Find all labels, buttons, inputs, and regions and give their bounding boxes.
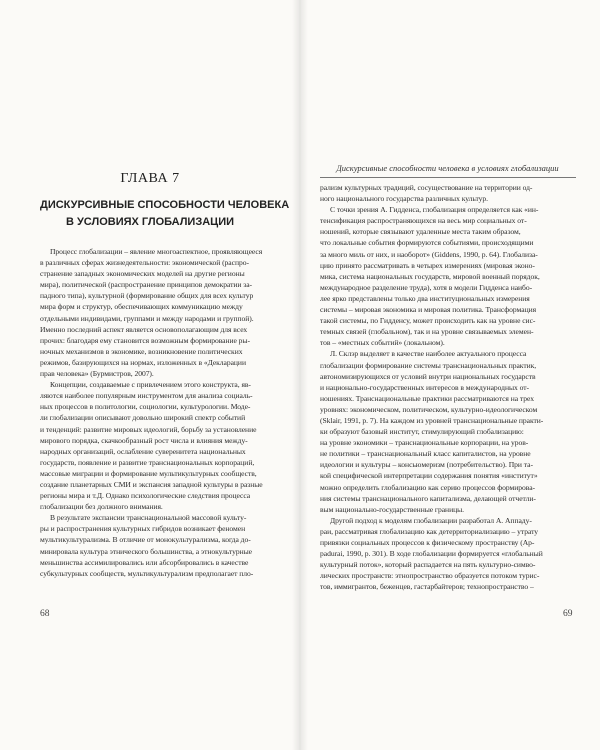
text-line: ношениях. Транснациональные практики рассматриваются на трех (320, 393, 534, 403)
text-line: и тенденций: развитие мировых идеологий, борьбу за установление (40, 424, 257, 434)
text-line: вым национально-государственные границы. (320, 504, 464, 514)
running-head-rule (320, 177, 576, 178)
text-line: субкультурных сообществ, мультикультурализм предполагает пло- (40, 568, 254, 578)
text-line: уровнях: экономическом, политическом, культурно-идеологическом (320, 404, 538, 414)
text-line: отдельными индивидами, группами и между народами и группой). (40, 313, 254, 323)
text-line: системы – мировая экономика и мировая политика. Трансформация (320, 305, 537, 315)
text-line: меньшинства ассимилировались или абсорбировались в качестве (40, 557, 249, 567)
text-line: Именно последний аспект является основополагающим для всех (40, 324, 248, 334)
left-body-text (40, 246, 280, 579)
text-line: странение западных экономических моделей на другие регионы (40, 269, 245, 279)
text-line: регионы мира и т.Д. Однако психологические следствия процесса (40, 491, 251, 501)
text-line: цию принято рассматривать в четырех измерениях (мировая эконо- (320, 260, 535, 270)
text-line: ки образуют базовый институт, стимулирующий глобализацию: (320, 427, 524, 437)
text-line: лических пространств: этнопространство образуется потоком турис- (320, 571, 540, 581)
page-number-left: 68 (40, 609, 50, 619)
text-line: кой специфической интерпретации содержания понятия «институт» (320, 471, 538, 481)
chapter-title-line: В УСЛОВИЯХ ГЛОБАЛИЗАЦИИ (65, 216, 235, 228)
text-line: прав человека» (Бурмистров, 2007). (40, 369, 154, 379)
text-line: В результате экспансии транснациональной массовой культу- (50, 513, 247, 523)
text-line: на уровне экономики – транснациональные корпорации, на уров- (320, 438, 529, 448)
text-line: тов – «местных событий» (локальном). (320, 338, 445, 348)
text-line: глобализации формирование системы транснациональных практик, (320, 360, 537, 370)
text-line: мира), политической (распространение принципов демократии за- (40, 280, 253, 290)
text-line: С точки зрения А. Гидденса, глобализация определяется как «ин- (330, 205, 539, 215)
text-line: можно определить глобализацию как серию процессов формирова- (320, 482, 536, 492)
text-line: культурный поток», который распадается на пять культурно-симво- (320, 560, 536, 570)
text-line: международное разделение труда), хотя в модели Гидденса наибо- (320, 282, 533, 292)
text-line: рализм культурных традиций, сосуществование на территории од- (320, 183, 533, 192)
right-body-text (320, 182, 576, 592)
text-line: падного типа), культурной (формирование общих для всех культур (40, 291, 254, 301)
text-line: ния системы транснационального капитализма, делающей отчетли- (320, 493, 536, 503)
text-line: государств, появление и развитие транснациональных корпораций, (40, 457, 255, 467)
text-line: мира форм и структур, обеспечивающих коммуникацию между (40, 302, 243, 312)
running-head: Дискурсивные способности человека в условиях глобализации (336, 163, 559, 173)
text-line: глобализации без должного внимания. (40, 502, 163, 512)
text-line: лее ярко представлены только два институциональных измерения (320, 293, 530, 303)
text-line: ли глобализации описывают довольно широкий спектр событий (40, 413, 246, 423)
text-line: ных процессов в политологии, социологии, культурологии. Моде- (40, 402, 251, 412)
text-line: мика, система национальных государств, мировой военный порядок, (320, 271, 540, 281)
text-line: в различных сферах жизнедеятельности: экономической (распро- (40, 258, 249, 268)
text-line: что локальные события формируются событиями, происходящими (320, 238, 534, 248)
page-number-right: 69 (563, 609, 573, 619)
text-line: привязки социальных процессов к физическому пространству (Ар- (320, 538, 535, 547)
text-line: ночных механизмов в экономике, возникновение политических (40, 346, 243, 356)
text-line: такой системы, по Гидденсу, может происходить как на уровне сис- (320, 316, 536, 326)
text-line: Л. Склэр выделяет в качестве наиболее актуального процесса (330, 349, 527, 359)
text-line: народных организаций, ослабление суверенитета национальных (40, 446, 246, 456)
text-line: минировала культура этнического большинства, а этнокультурные (40, 546, 252, 556)
text-line: мирового порядка, скачкообразный рост числа и влияния между- (40, 435, 248, 445)
text-line: Процесс глобализации – явление многоаспектное, проявляющееся (50, 247, 263, 256)
chapter-number: ГЛАВА 7 (120, 171, 180, 186)
chapter-title (40, 197, 290, 231)
text-line: Концепции, создаваемые с привлечением этого конструкта, яв- (50, 380, 251, 390)
text-line: создание планетарных СМИ и экспансия западной культуры в разные (40, 479, 263, 489)
text-line: ры и распространения культурных гибридов возникает феномен (40, 524, 246, 534)
text-line: ношений, которые связывают удаленные места таким образом, (320, 227, 521, 237)
text-line: темных связей (глобальном), так и на уровне связываемых элемен- (320, 327, 534, 337)
text-line: и национально-государственных интересов в международных от- (320, 382, 530, 392)
chapter-title-line: ДИСКУРСИВНЫЕ СПОСОБНОСТИ ЧЕЛОВЕКА (40, 199, 290, 211)
text-line: ного национального государства различных культур. (320, 194, 489, 204)
book-gutter (292, 0, 308, 750)
text-line: тенсификация распространяющихся на весь мир социальных от- (320, 216, 527, 226)
text-line: режимов, базирующихся на нормах, изложенных в «Декларации (40, 357, 246, 367)
text-line: за много миль от них, и наоборот» (Giddens, 1990, p. 64). Глобализа- (320, 249, 538, 259)
text-line: тов, иммигрантов, беженцев, гастарбайтеров; технопространство – (320, 582, 534, 592)
text-line: ляются наиболее популярным инструментом для анализа социаль- (40, 391, 253, 401)
text-line: (Sklair, 1991, p. 7). На каждом из уровней транснациональные практи- (320, 415, 544, 425)
text-line: не политики – транснациональный класс капиталистов, на уровне (320, 449, 531, 459)
text-line: массовые миграции и формирование мультикультурных сообществ, (40, 468, 257, 478)
text-line: Другой подход к моделям глобализации разработал А. Аппаду- (330, 515, 532, 525)
text-line: идеологии и культуры – консьюмеризм (потребительство). При та- (320, 460, 533, 470)
text-line: прочих: благодаря ему становится возможным формирование ры- (40, 335, 250, 345)
text-line: автономизирующихся от условий внутри национальных государств (320, 371, 536, 381)
text-line: padurai, 1990, p. 301). В ходе глобализации формируется «глобальный (320, 549, 543, 559)
text-line: раи, рассматривая глобализацию как детерриториализацию – утрату (320, 526, 539, 536)
text-line: мультикультурализма. В отличие от монокультурализма, когда до- (40, 535, 251, 545)
